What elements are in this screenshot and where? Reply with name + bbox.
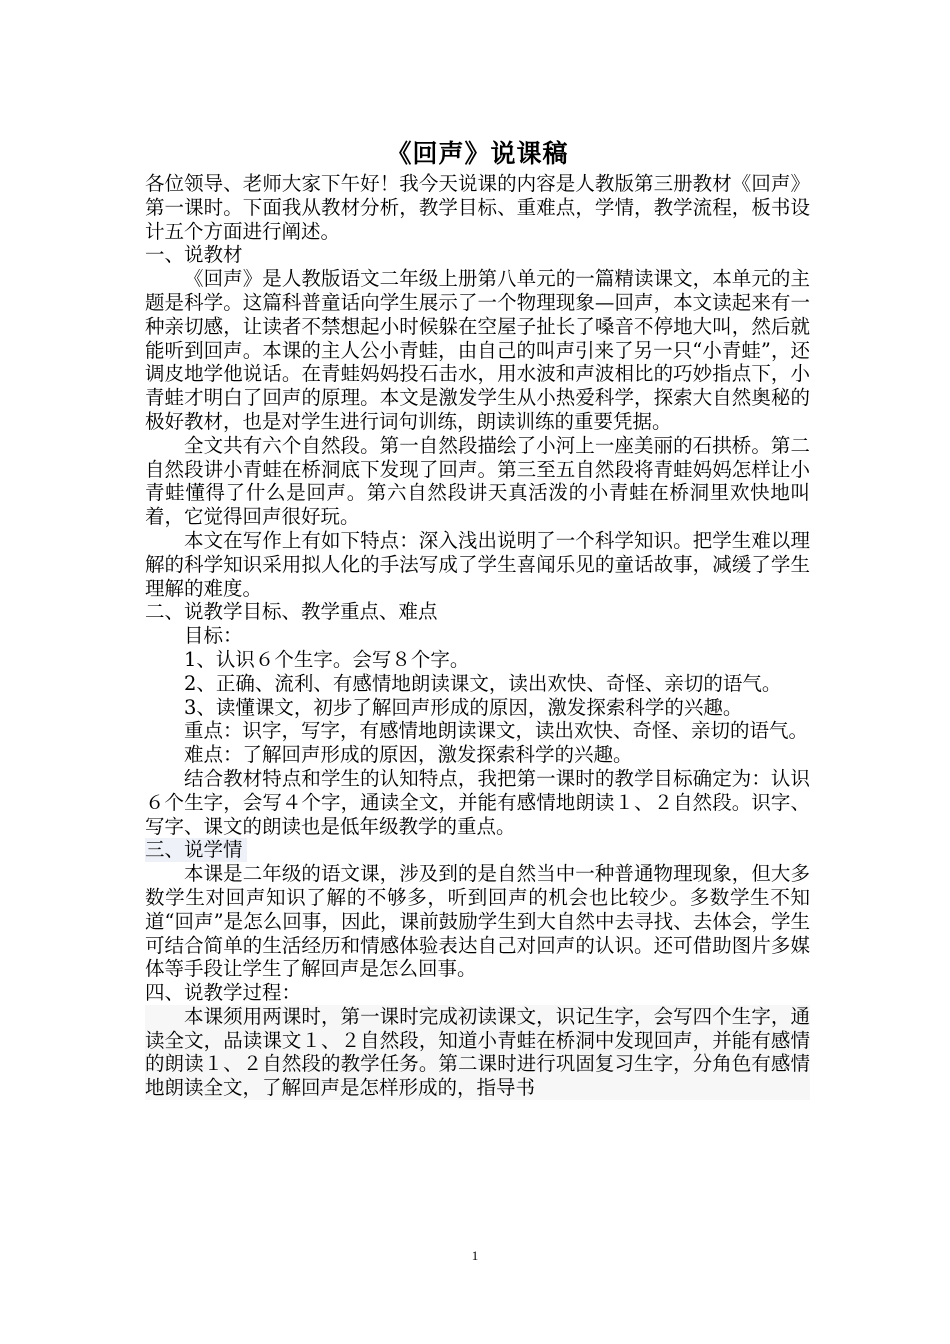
goal-label: 目标：	[184, 624, 243, 648]
difficult-point: 难点：了解回声形成的原因，激发探索科学的兴趣。	[184, 743, 633, 767]
section3-heading: 三、说学情	[145, 838, 247, 862]
section4-heading: 四、说教学过程：	[145, 981, 302, 1005]
section1-paragraph-2: 全文共有六个自然段。第一自然段描绘了小河上一座美丽的石拱桥。第二自然段讲小青蛙在桥洞底下发现了回声。第三至五自然段将青蛙妈妈怎样让小青蛙懂得了什么是回声。第六自然段讲天真活泼的小青蛙在桥洞里欢快地叫着，它觉得回声很好玩。	[145, 433, 810, 529]
section3-heading-row	[145, 838, 810, 862]
document-title: 《回声》说课稿	[386, 139, 569, 168]
section1-paragraph-1: 《回声》是人教版语文二年级上册第八单元的一篇精读课文，本单元的主题是科学。这篇科普童话向学生展示了一个物理现象—回声，本文读起来有一种亲切感，让读者不禁想起小时候躲在空屋子扯长了嗓音不停地大叫，然后就能听到回声。本课的主人公小青蛙，由自己的叫声引来了另一只“小青蛙”，还调皮地学他说话。在青蛙妈妈投石击水，用水波和声波相比的巧妙指点下，小青蛙才明白了回声的原理。本文是激发学生从小热爱科学，探索大自然奥秘的极好教材，也是对学生进行词句训练，朗读训练的重要凭据。	[145, 267, 810, 433]
goal-summary: 结合教材特点和学生的认知特点，我把第一课时的教学目标确定为：认识６个生字，会写４个字，通读全文，并能有感情地朗读１、２自然段。识字、写字、课文的朗读也是低年级教学的重点。	[145, 766, 810, 838]
section1-heading: 一、说教材	[145, 243, 243, 267]
section4-paragraph-1: 本课须用两课时，第一课时完成初读课文，识记生字，会写四个生字，通读全文，品读课文１、２自然段，知道小青蛙在桥洞中发现回声，并能有感情的朗读１、２自然段的教学任务。第二课时进行巩固复习生字，分角色有感情地朗读全文，了解回声是怎样形成的，指导书	[145, 1004, 810, 1100]
goal-item-1: 1、认识６个生字。会写８个字。	[184, 647, 470, 671]
goal-item-3: 3、读懂课文，初步了解回声形成的原因，激发探索科学的兴趣。	[184, 695, 743, 719]
intro-paragraph: 各位领导、老师大家下午好！我今天说课的内容是人教版第三册教材《回声》第一课时。下面我从教材分析，教学目标、重难点，学情，教学流程，板书设计五个方面进行阐述。	[145, 172, 810, 243]
section1-paragraph-3: 本文在写作上有如下特点：深入浅出说明了一个科学知识。把学生难以理解的科学知识采用拟人化的手法写成了学生喜闻乐见的童话故事，减缓了学生理解的难度。	[145, 528, 810, 600]
section3-paragraph-1: 本课是二年级的语文课，涉及到的是自然当中一种普通物理现象，但大多数学生对回声知识了解的不够多，听到回声的机会也比较少。多数学生不知道“回声”是怎么回事，因此，课前鼓励学生到大自然中去寻找、去体会，学生可结合简单的生活经历和情感体验表达自己对回声的认识。还可借助图片多媒体等手段让学生了解回声是怎么回事。	[145, 862, 810, 981]
document-body	[145, 136, 810, 1100]
key-point: 重点：识字，写字，有感情地朗读课文，读出欢快、奇怪、亲切的语气。	[184, 719, 809, 743]
goal-item-2: 2、正确、流利、有感情地朗读课文，读出欢快、奇怪、亲切的语气。	[184, 671, 782, 695]
page-number: 1	[471, 1248, 479, 1263]
section2-heading: 二、说教学目标、教学重点、难点	[145, 600, 438, 624]
